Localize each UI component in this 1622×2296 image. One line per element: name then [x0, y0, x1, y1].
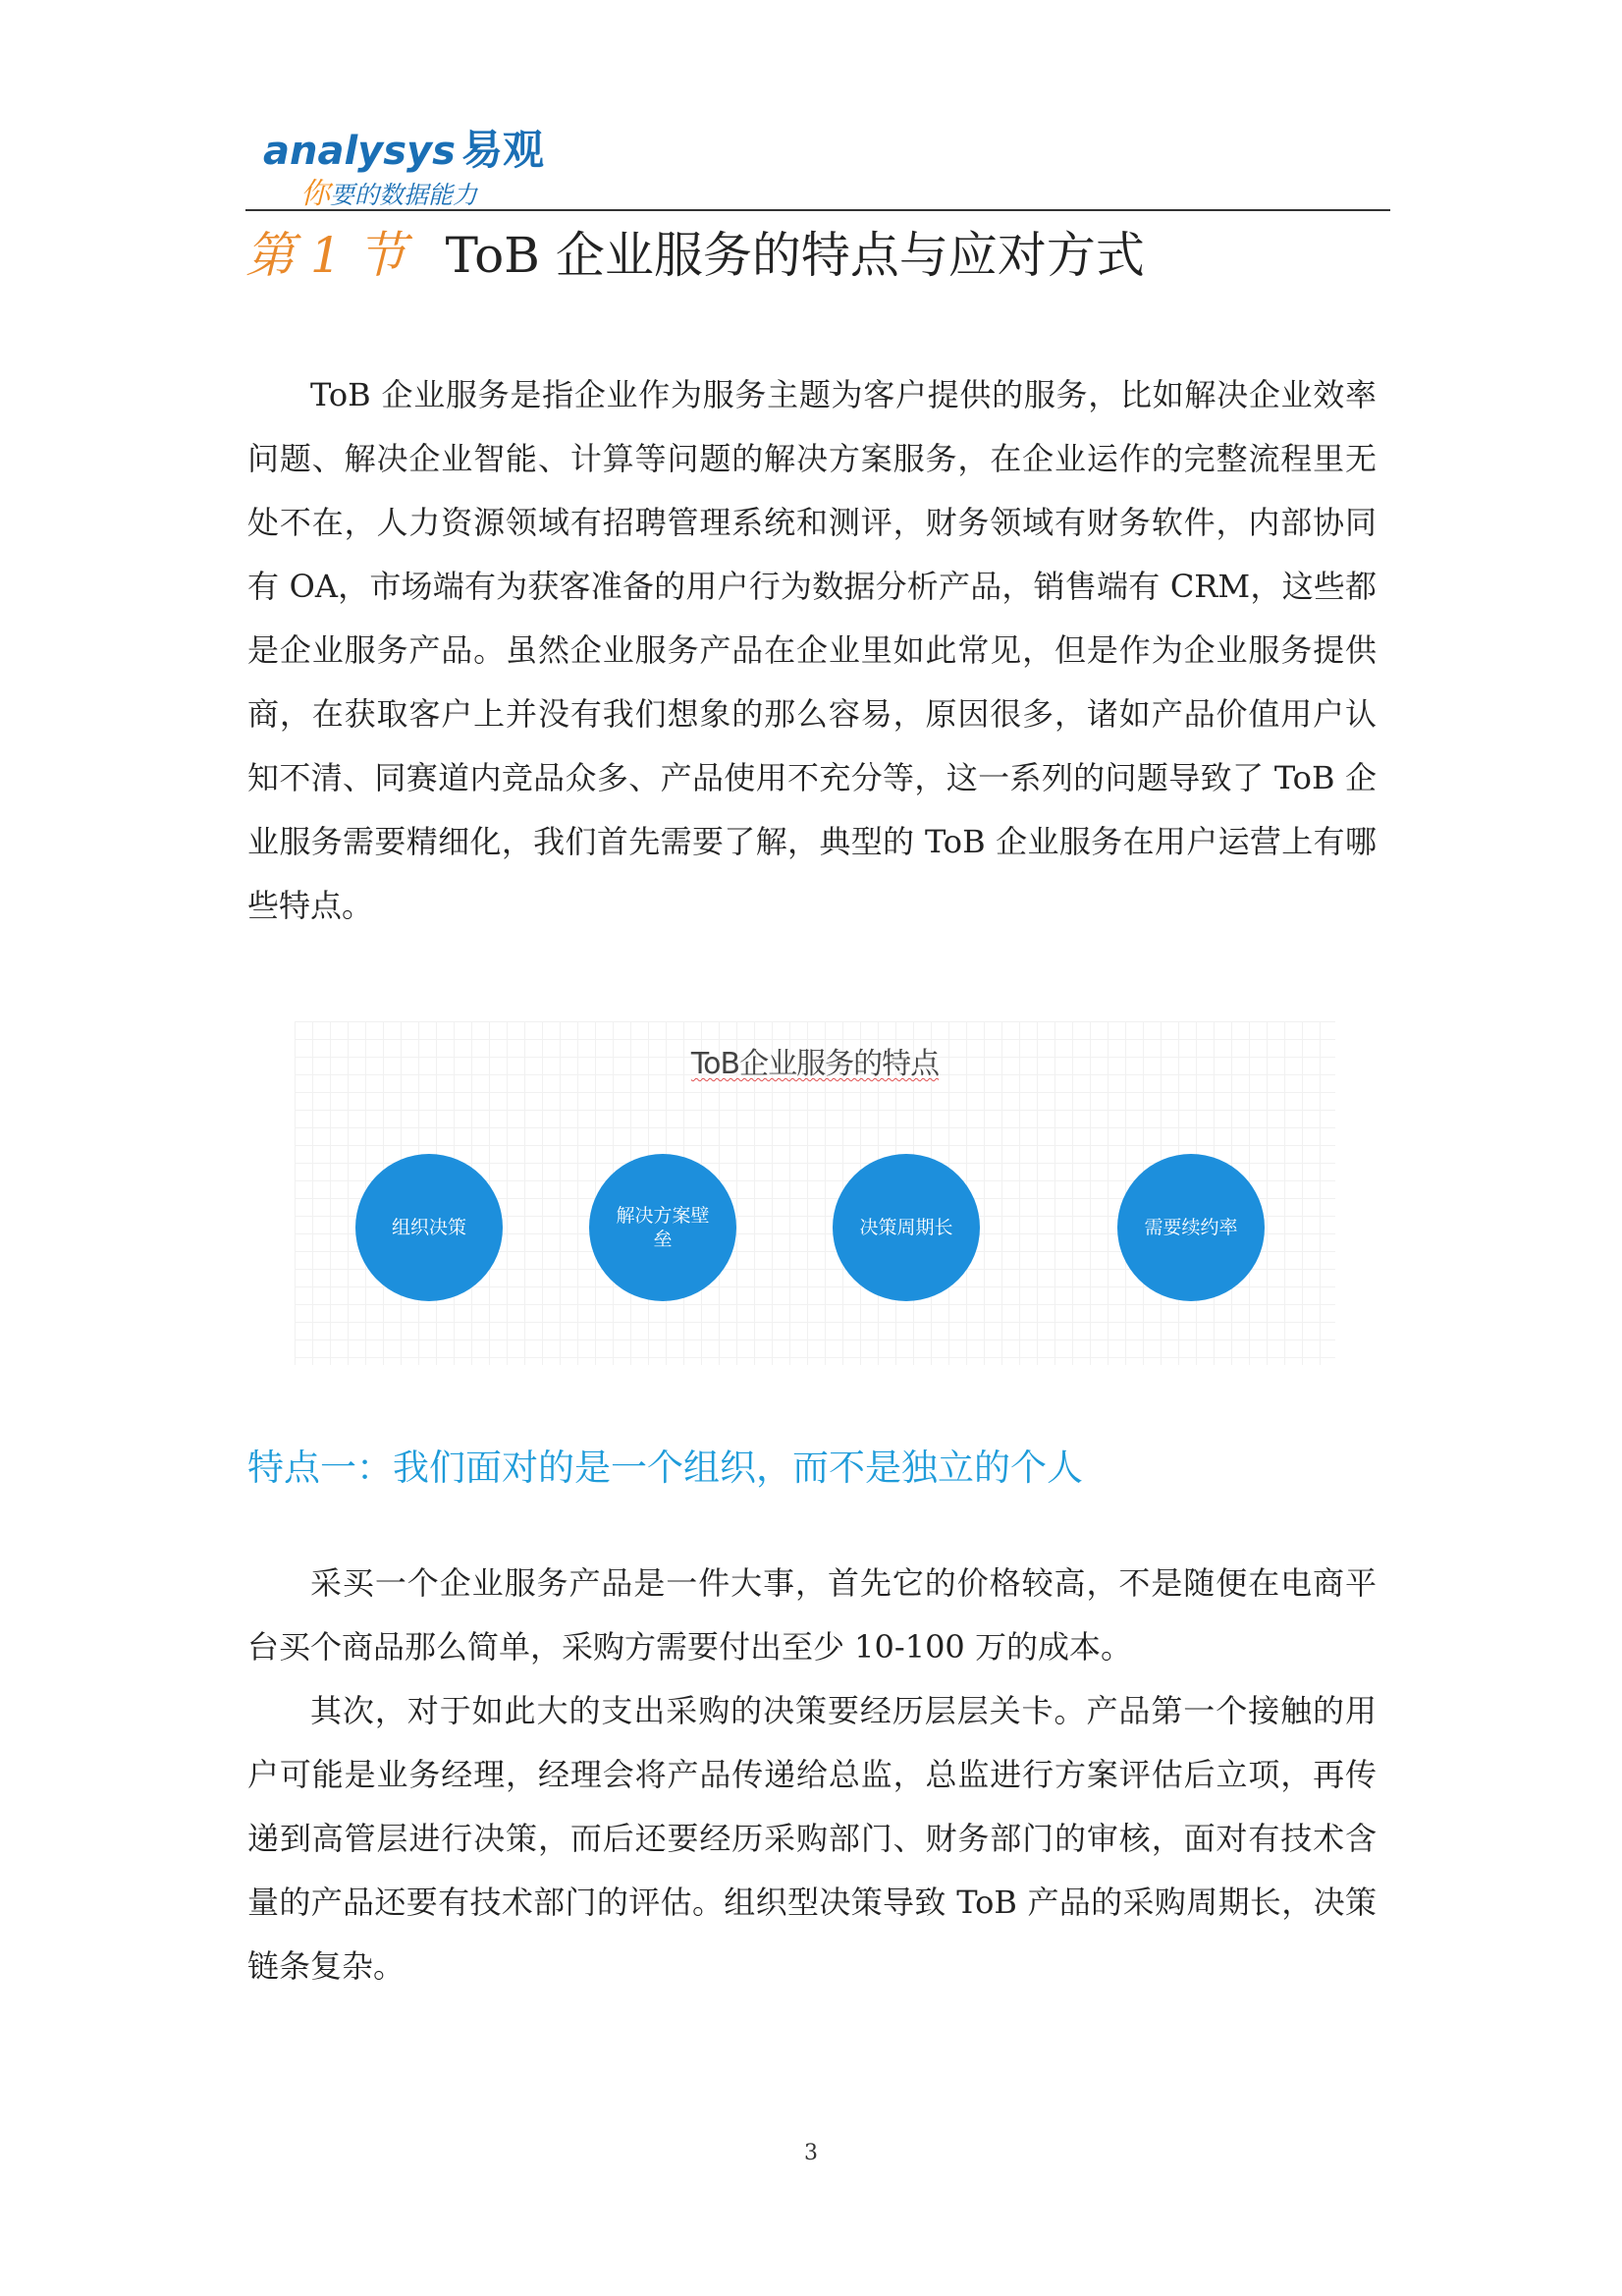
feature-circle-solution-barrier: [589, 1154, 736, 1301]
logo-brand-text: analysys: [263, 129, 456, 174]
feature-circle-label: 决策周期长: [859, 1217, 953, 1238]
logo-slogan-rest: 要的数据能力: [330, 181, 478, 209]
analysys-logo: [263, 118, 544, 211]
intro-paragraph: ToB 企业服务是指企业作为服务主题为客户提供的服务，比如解决企业效率问题、解决企业智能、计算等问题的解决方案服务，在企业运作的完整流程里无处不在，人力资源领域有招聘管理系统和测评，财务领域有财务软件，内部协同有 OA，市场端有为获客准备的用户行为数据分析产品，销售端有 CRM，这些都是企业服务产品。虽然企业服务产品在企业里如此常见，但是作为企业服务提供商，在获取客户上并没有我们想象的那么容易，原因很多，诸如产品价值用户认知不清、同赛道内竞品众多、产品使用不充分等，这一系列的问题导致了 ToB 企业服务需要精细化，我们首先需要了解，典型的 ToB 企业服务在用户运营上有哪些特点。: [247, 376, 1377, 924]
feature-circle-label: 解决方案壁垒: [616, 1205, 710, 1250]
feature-circle-renewal-rate: [1117, 1154, 1265, 1301]
logo-slogan: [300, 169, 477, 212]
feature-circle-label: 需要续约率: [1144, 1217, 1238, 1238]
feature-circle-organization-decision: [355, 1154, 503, 1301]
diagram-title: ToB企业服务的特点: [690, 1047, 940, 1081]
logo-chinese-text: 易观: [460, 126, 544, 174]
feature-one-paragraph-1: 采买一个企业服务产品是一件大事，首先它的价格较高，不是随便在电商平台买个商品那么简单，采购方需要付出至少 10-100 万的成本。: [247, 1564, 1377, 1666]
logo-slogan-first-char: 你: [300, 177, 330, 211]
header-divider: [245, 209, 1390, 211]
feature-one-heading: 特点一：我们面对的是一个组织，而不是独立的个人: [247, 1447, 1083, 1489]
feature-circle-long-cycle: [833, 1154, 980, 1301]
feature-circle-label: 组织决策: [391, 1217, 466, 1238]
page-number: 3: [804, 2141, 818, 2165]
section-number: 第 1 节: [245, 227, 406, 284]
feature-one-paragraph-2: 其次，对于如此大的支出采购的决策要经历层层关卡。产品第一个接触的用户可能是业务经理，经理会将产品传递给总监，总监进行方案评估后立项，再传递到高管层进行决策，而后还要经历采购部门、财务部门的审核，面对有技术含量的产品还要有技术部门的评估。组织型决策导致 ToB 产品的采购周期长，决策链条复杂。: [247, 1692, 1377, 1985]
logo-wordmark: [263, 118, 544, 177]
page-title: [245, 221, 1145, 290]
section-title-text: ToB 企业服务的特点与应对方式: [445, 227, 1145, 284]
features-diagram: [295, 1021, 1335, 1365]
